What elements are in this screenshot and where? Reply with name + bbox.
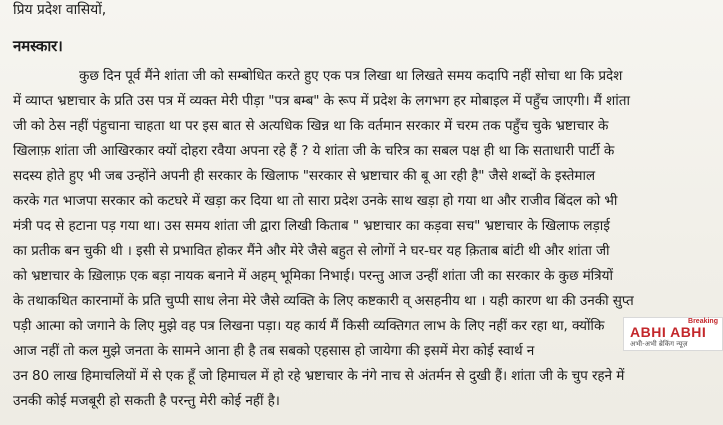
abhi-abhi-watermark-logo bbox=[623, 317, 723, 351]
paragraph-line-5: सदस्य होते हुए भी जब उन्होंने अपनी ही सरकार के खिलाफ "सरकार से भ्रष्टाचार की बू आ रही है" जैसे शब्दों के इस्तेमाल bbox=[13, 168, 595, 184]
greeting: नमस्कार। bbox=[13, 37, 63, 55]
paragraph-line-7: मंत्री पद से हटाना पड़ गया था। उस समय शांता जी द्वारा लिखी किताब " भ्रष्टाचार का कड़वा सच" भ्रष्टाचार के खिलाफ लड़ाई bbox=[13, 218, 610, 234]
paragraph-line-14: उनकी कोई मजबूरी हो सकती है परन्तु मेरी कोई नहीं है। bbox=[13, 393, 280, 409]
paragraph-line-8: का प्रतीक बन चुकी थी । इसी से प्रभावित होकर मैंने और मेरे जैसे बहुत से लोगों ने घर-घर यह क़िताब बांटी थी और शांता जी bbox=[13, 243, 610, 259]
paragraph-line-6: करके गत भाजपा सरकार को कटघरे में खड़ा कर दिया था तो सारा प्रदेश उनके साथ खड़ा हो गया था और राजीव बिंदल को भी bbox=[13, 193, 618, 209]
paragraph-line-4: खिलाफ़ शांता जी आखिरकार क्यों दोहरा रवैया अपना रहे हैं ? ये शांता जी के चरित्र का सबल पक्ष ही था कि सताधारी पार्टी के bbox=[13, 143, 615, 159]
paragraph-line-2: में व्याप्त भ्रष्टाचार के प्रति उस पत्र में व्यक्त मेरी पीड़ा "पत्र बम्ब" के रूप में प्रदेश के लगभग हर मोबाइल में पहुँच जाएगी। मैं शांता bbox=[13, 93, 630, 109]
paragraph-line-9: को भ्रष्टाचार के ख़िलाफ़ एक बड़ा नायक बनाने में अहम् भूमिका निभाई। परन्तु आज उन्हीं शांता जी का सरकार के कुछ मंत्रियों bbox=[13, 268, 613, 284]
logo-tag: Breaking bbox=[688, 318, 718, 325]
paragraph-line-12: आज नहीं तो कल मुझे जनता के सामने आना ही है तब सबको एहसास हो जायेगा की इसमें मेरा कोई स्वार्थ न bbox=[13, 343, 535, 359]
paragraph-line-11: पड़ी आत्मा को जगाने के लिए मुझे वह पत्र लिखना पड़ा। यह कार्य मैं किसी व्यक्तिगत लाभ के लिए नहीं कर रहा था, क्योंकि bbox=[13, 318, 605, 334]
paragraph-line-13: उन 80 लाख हिमाचलियों में से एक हूँ जो हिमाचल में हो रहे भ्रष्टाचार के नंगे नाच से अंतर्मन से दुखी हैं। शांता जी के चुप रहने में bbox=[13, 368, 625, 384]
paragraph-line-10: के तथाकथित कारनामों के प्रति चुप्पी साध लेना मेरे जैसे व्यक्ति के लिए कष्टकारी व् असहनीय था । यही कारण था की उनकी सुप्त bbox=[13, 293, 634, 309]
paragraph-line-1: कुछ दिन पूर्व मैंने शांता जी को सम्बोधित करते हुए एक पत्र लिखा था लिखते समय कदापि नहीं सोचा था कि प्रदेश bbox=[79, 68, 623, 84]
logo-brand: ABHI ABHI bbox=[630, 324, 707, 340]
logo-tagline: अभी-अभी ब्रेकिंग न्यूज़ bbox=[630, 340, 688, 348]
salutation: प्रिय प्रदेश वासियों, bbox=[13, 2, 107, 18]
paragraph-line-3: जी को ठेस नहीं पंहुचाना चाहता था पर इस बात से अत्यधिक खिन्न था कि वर्तमान सरकार में चरम तक पहुँच चुके भ्रष्टाचार के bbox=[13, 118, 609, 134]
